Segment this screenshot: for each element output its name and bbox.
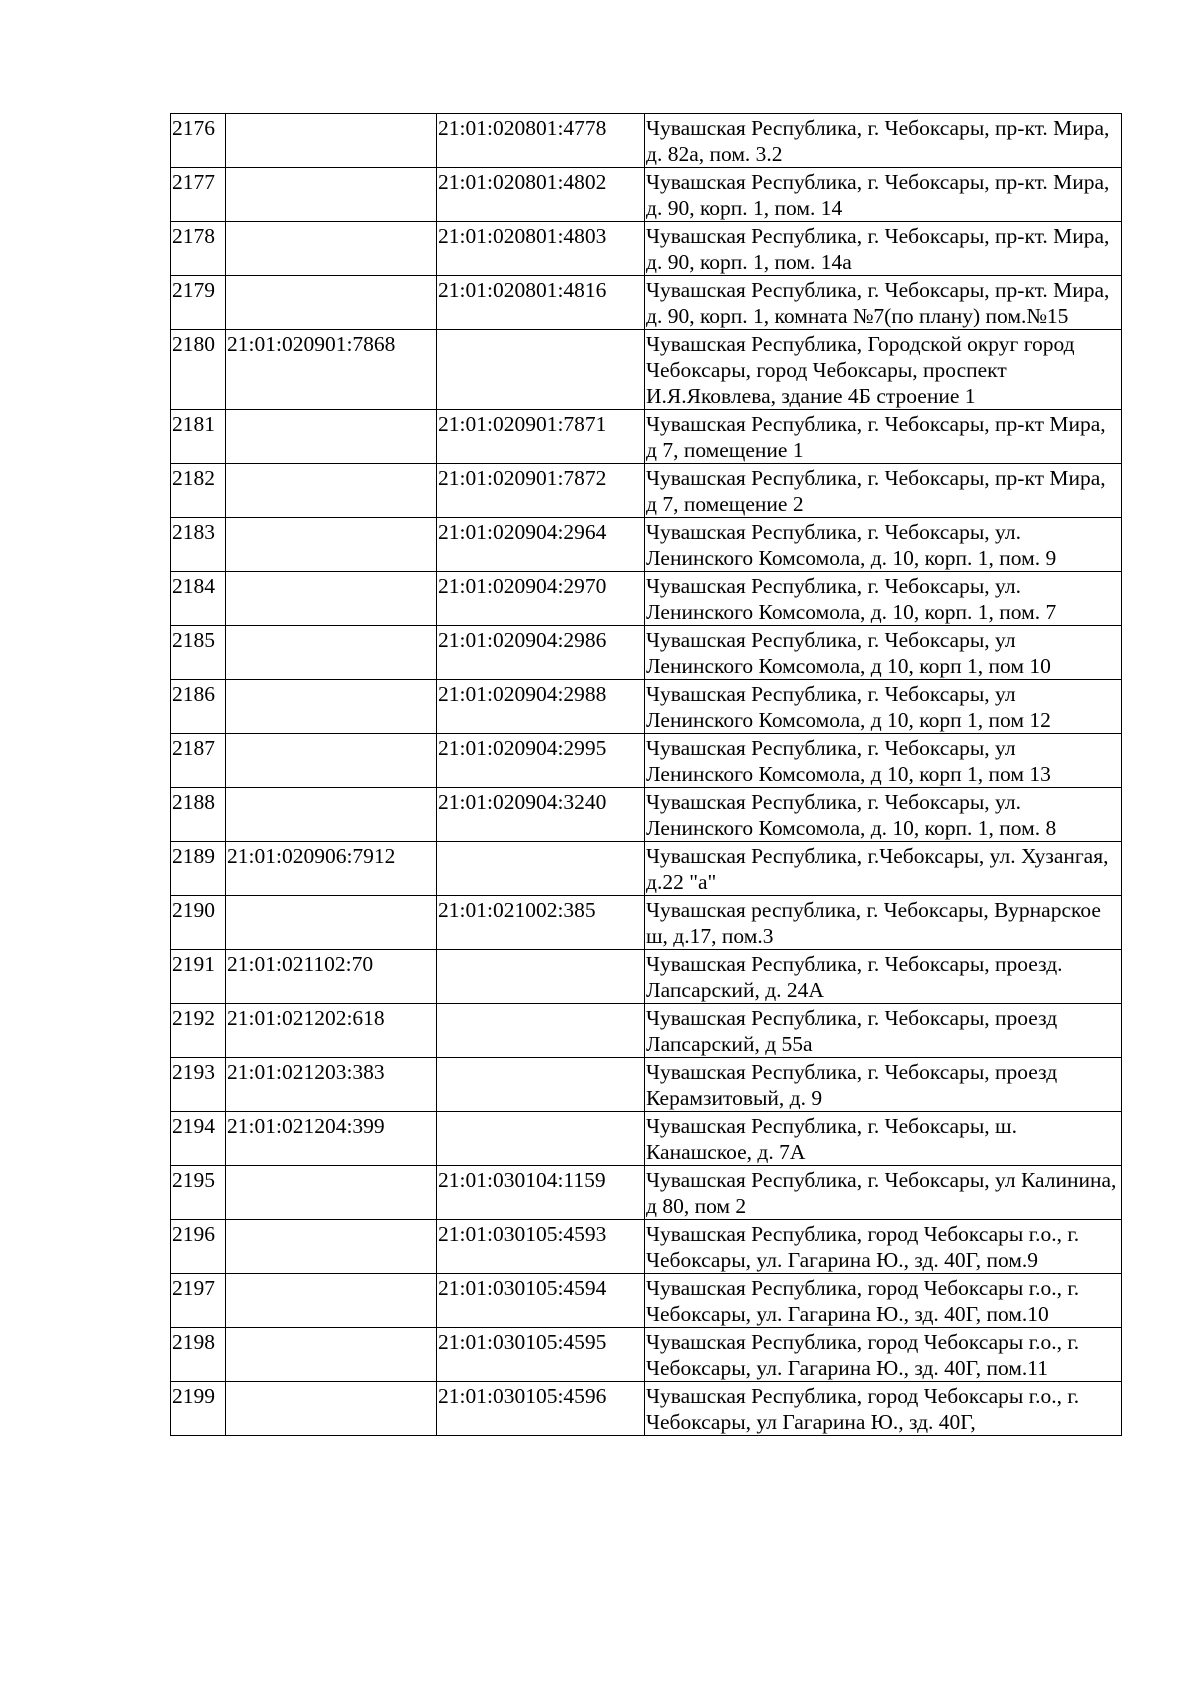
row-number-cell: 2183 [171,518,226,572]
row-number-cell: 2199 [171,1382,226,1436]
premise-cadastral-number-cell [437,1058,645,1112]
table-row [171,464,1122,518]
table-row [171,1274,1122,1328]
row-number-cell: 2193 [171,1058,226,1112]
premise-cadastral-number-cell: 21:01:020904:2995 [437,734,645,788]
table-row [171,788,1122,842]
row-number-cell: 2176 [171,114,226,168]
row-number-cell: 2188 [171,788,226,842]
land-cadastral-number-cell [226,572,437,626]
table-row [171,572,1122,626]
premise-cadastral-number-cell: 21:01:030105:4593 [437,1220,645,1274]
address-cell: Чувашская Республика, город Чебоксары г.о., г. Чебоксары, ул Гагарина Ю., зд. 40Г, [645,1382,1122,1436]
address-cell: Чувашская Республика, г. Чебоксары, ул Ленинского Комсомола, д 10, корп 1, пом 10 [645,626,1122,680]
address-cell: Чувашская Республика, г. Чебоксары, пр-кт. Мира, д. 90, корп. 1, пом. 14 [645,168,1122,222]
premise-cadastral-number-cell [437,1004,645,1058]
premise-cadastral-number-cell: 21:01:020904:2964 [437,518,645,572]
land-cadastral-number-cell [226,410,437,464]
row-number-cell: 2179 [171,276,226,330]
premise-cadastral-number-cell: 21:01:020801:4803 [437,222,645,276]
premise-cadastral-number-cell [437,950,645,1004]
land-cadastral-number-cell [226,464,437,518]
premise-cadastral-number-cell: 21:01:020904:3240 [437,788,645,842]
premise-cadastral-number-cell: 21:01:020904:2986 [437,626,645,680]
table-row [171,168,1122,222]
row-number-cell: 2192 [171,1004,226,1058]
row-number-cell: 2187 [171,734,226,788]
land-cadastral-number-cell [226,114,437,168]
address-cell: Чувашская Республика, Городской округ город Чебоксары, город Чебоксары, проспект И.Я.Яковлева, здание 4Б строение 1 [645,330,1122,410]
row-number-cell: 2197 [171,1274,226,1328]
address-cell: Чувашская Республика, г. Чебоксары, ул. Ленинского Комсомола, д. 10, корп. 1, пом. 7 [645,572,1122,626]
land-cadastral-number-cell [226,1220,437,1274]
premise-cadastral-number-cell: 21:01:020904:2988 [437,680,645,734]
address-cell: Чувашская Республика, г. Чебоксары, ул. Ленинского Комсомола, д. 10, корп. 1, пом. 9 [645,518,1122,572]
land-cadastral-number-cell [226,734,437,788]
land-cadastral-number-cell [226,168,437,222]
premise-cadastral-number-cell: 21:01:030105:4595 [437,1328,645,1382]
land-cadastral-number-cell: 21:01:020901:7868 [226,330,437,410]
premise-cadastral-number-cell: 21:01:020801:4802 [437,168,645,222]
address-cell: Чувашская Республика, г. Чебоксары, пр-кт Мира, д 7, помещение 2 [645,464,1122,518]
row-number-cell: 2190 [171,896,226,950]
row-number-cell: 2195 [171,1166,226,1220]
table-row [171,1220,1122,1274]
premise-cadastral-number-cell: 21:01:021002:385 [437,896,645,950]
table-row [171,1112,1122,1166]
table-row [171,626,1122,680]
address-cell: Чувашская Республика, г. Чебоксары, проезд Лапсарский, д 55а [645,1004,1122,1058]
table-row [171,896,1122,950]
table-row [171,1382,1122,1436]
table-row [171,410,1122,464]
land-cadastral-number-cell [226,1382,437,1436]
table-row [171,1328,1122,1382]
table-row [171,1004,1122,1058]
land-cadastral-number-cell: 21:01:021203:383 [226,1058,437,1112]
land-cadastral-number-cell: 21:01:021102:70 [226,950,437,1004]
premise-cadastral-number-cell: 21:01:030105:4596 [437,1382,645,1436]
address-cell: Чувашская Республика, г. Чебоксары, пр-кт. Мира, д. 82а, пом. 3.2 [645,114,1122,168]
address-cell: Чувашская Республика, г. Чебоксары, пр-кт Мира, д 7, помещение 1 [645,410,1122,464]
address-cell: Чувашская республика, г. Чебоксары, Вурнарское ш, д.17, пом.3 [645,896,1122,950]
table-row [171,222,1122,276]
address-cell: Чувашская Республика, г. Чебоксары, ш. Канашское, д. 7А [645,1112,1122,1166]
row-number-cell: 2191 [171,950,226,1004]
address-cell: Чувашская Республика, г.Чебоксары, ул. Хузангая, д.22 "а" [645,842,1122,896]
land-cadastral-number-cell [226,518,437,572]
land-cadastral-number-cell: 21:01:021204:399 [226,1112,437,1166]
table-row [171,680,1122,734]
premise-cadastral-number-cell: 21:01:030104:1159 [437,1166,645,1220]
premise-cadastral-number-cell [437,842,645,896]
land-cadastral-number-cell [226,680,437,734]
address-cell: Чувашская Республика, г. Чебоксары, ул Ленинского Комсомола, д 10, корп 1, пом 13 [645,734,1122,788]
table-row [171,842,1122,896]
address-cell: Чувашская Республика, г. Чебоксары, проезд. Лапсарский, д. 24А [645,950,1122,1004]
land-cadastral-number-cell [226,626,437,680]
table-row [171,950,1122,1004]
row-number-cell: 2178 [171,222,226,276]
premise-cadastral-number-cell: 21:01:020901:7871 [437,410,645,464]
premise-cadastral-number-cell: 21:01:020904:2970 [437,572,645,626]
table-row [171,330,1122,410]
row-number-cell: 2182 [171,464,226,518]
land-cadastral-number-cell [226,1274,437,1328]
address-cell: Чувашская Республика, г. Чебоксары, пр-кт. Мира, д. 90, корп. 1, комната №7(по плану) пом.№15 [645,276,1122,330]
address-cell: Чувашская Республика, г. Чебоксары, пр-кт. Мира, д. 90, корп. 1, пом. 14а [645,222,1122,276]
premise-cadastral-number-cell: 21:01:020801:4816 [437,276,645,330]
table-row [171,734,1122,788]
row-number-cell: 2196 [171,1220,226,1274]
address-cell: Чувашская Республика, город Чебоксары г.о., г. Чебоксары, ул. Гагарина Ю., зд. 40Г, пом.11 [645,1328,1122,1382]
premise-cadastral-number-cell [437,1112,645,1166]
land-cadastral-number-cell [226,896,437,950]
land-cadastral-number-cell [226,1166,437,1220]
row-number-cell: 2185 [171,626,226,680]
row-number-cell: 2184 [171,572,226,626]
land-cadastral-number-cell: 21:01:021202:618 [226,1004,437,1058]
premise-cadastral-number-cell [437,330,645,410]
row-number-cell: 2180 [171,330,226,410]
premise-cadastral-number-cell: 21:01:020901:7872 [437,464,645,518]
table-row [171,114,1122,168]
row-number-cell: 2186 [171,680,226,734]
address-cell: Чувашская Республика, г. Чебоксары, ул. Ленинского Комсомола, д. 10, корп. 1, пом. 8 [645,788,1122,842]
registry-table [170,113,1122,1436]
row-number-cell: 2189 [171,842,226,896]
row-number-cell: 2181 [171,410,226,464]
row-number-cell: 2198 [171,1328,226,1382]
land-cadastral-number-cell [226,276,437,330]
table-row [171,518,1122,572]
premise-cadastral-number-cell: 21:01:030105:4594 [437,1274,645,1328]
address-cell: Чувашская Республика, г. Чебоксары, проезд Керамзитовый, д. 9 [645,1058,1122,1112]
land-cadastral-number-cell [226,788,437,842]
land-cadastral-number-cell [226,222,437,276]
table-row [171,1166,1122,1220]
land-cadastral-number-cell [226,1328,437,1382]
address-cell: Чувашская Республика, город Чебоксары г.о., г. Чебоксары, ул. Гагарина Ю., зд. 40Г, пом.9 [645,1220,1122,1274]
registry-table-body [171,114,1122,1436]
address-cell: Чувашская Республика, город Чебоксары г.о., г. Чебоксары, ул. Гагарина Ю., зд. 40Г, пом.10 [645,1274,1122,1328]
address-cell: Чувашская Республика, г. Чебоксары, ул Калинина, д 80, пом 2 [645,1166,1122,1220]
table-row [171,1058,1122,1112]
land-cadastral-number-cell: 21:01:020906:7912 [226,842,437,896]
premise-cadastral-number-cell: 21:01:020801:4778 [437,114,645,168]
address-cell: Чувашская Республика, г. Чебоксары, ул Ленинского Комсомола, д 10, корп 1, пом 12 [645,680,1122,734]
row-number-cell: 2177 [171,168,226,222]
row-number-cell: 2194 [171,1112,226,1166]
table-row [171,276,1122,330]
